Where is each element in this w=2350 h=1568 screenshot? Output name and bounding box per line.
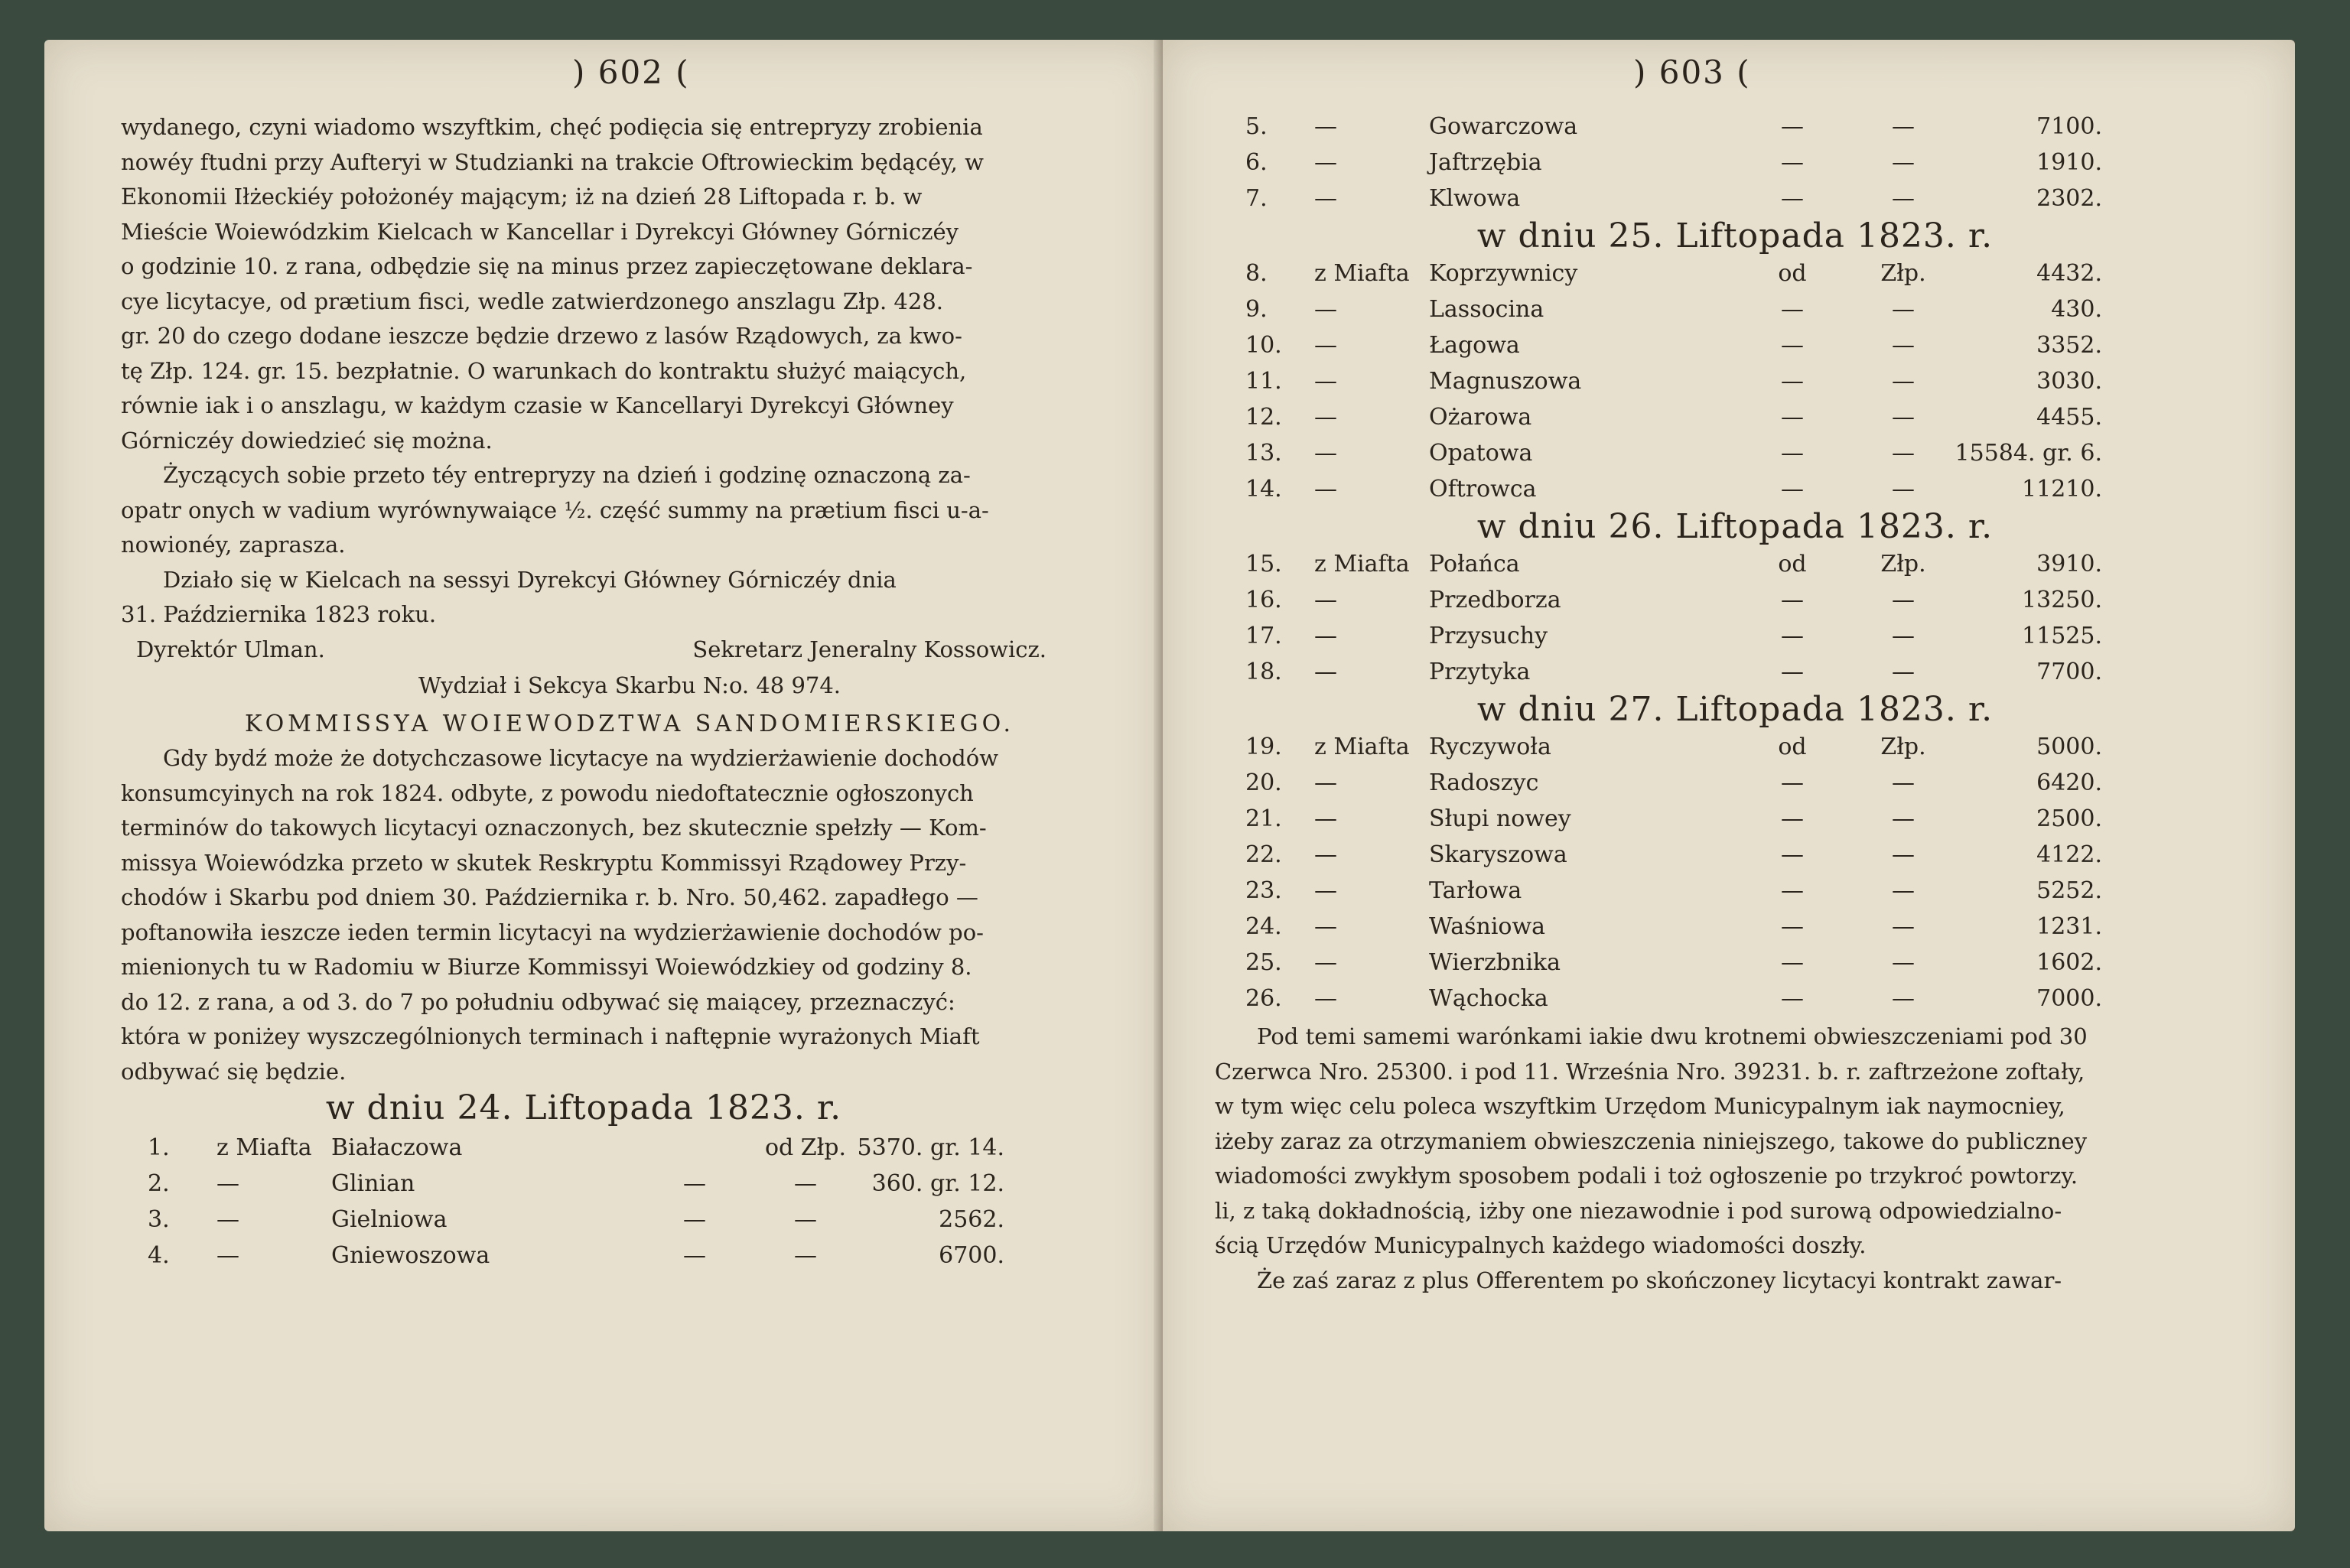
amount: 3910. — [2036, 551, 2102, 577]
row-number: 15. — [1245, 551, 1282, 577]
ditto-mark: — — [1892, 476, 1915, 503]
text-line: o godzinie 10. z rana, odbędzie się na minus przez zapieczętowane deklara- — [121, 253, 973, 279]
text-line: nowéy ftudni przy Aufteryi w Studzianki na trakcie Oftrowieckim będącéy, w — [121, 148, 984, 175]
text-line: do 12. z rana, a od 3. do 7 po południu odbywać się maiącey, przeznaczyć: — [121, 988, 955, 1015]
amount: 7100. — [2036, 113, 2102, 140]
town-prefix: — — [1314, 623, 1337, 649]
row-number: 25. — [1245, 949, 1282, 976]
table-row — [1245, 945, 2102, 981]
amount: 6420. — [2036, 769, 2102, 796]
ditto-mark: — — [1781, 623, 1804, 649]
town-name: Wąchocka — [1429, 985, 1548, 1012]
table-row — [1245, 981, 2102, 1017]
ditto-mark: — — [1781, 185, 1804, 212]
row-number: 11. — [1245, 368, 1282, 395]
text-line: Życzących sobie przeto téy entrepryzy na dzień i godzinę oznaczoną za- — [163, 462, 971, 488]
town-name: Jaftrzębia — [1429, 149, 1542, 176]
town-prefix: z Miafta — [1314, 734, 1410, 760]
town-name: Skaryszowa — [1429, 841, 1567, 868]
left-page-text — [121, 110, 1138, 1274]
date-heading-25: w dniu 25. Liftopada 1823. r. — [1476, 216, 1994, 255]
table-row — [1245, 582, 2102, 618]
ditto-mark: — — [1892, 623, 1915, 649]
town-name: Oftrowca — [1429, 476, 1537, 503]
ditto-mark: — — [1781, 769, 1804, 796]
town-name: Radoszyc — [1429, 769, 1539, 796]
text-line: Górniczéy dowiedzieć się można. — [121, 427, 493, 454]
text-line: iżeby zaraz za otrzymaniem obwieszczenia niniejszego, takowe do publiczney — [1215, 1127, 2088, 1154]
text-line: Mieście Woiewódzkim Kielcach w Kancellar i Dyrekcyi Główney Górniczéy — [121, 218, 959, 245]
town-prefix: — — [1314, 476, 1337, 503]
ditto-mark: — — [1781, 587, 1804, 613]
town-prefix: — — [1314, 587, 1337, 613]
table-row — [1245, 471, 2102, 507]
ditto-mark: od Złp. — [764, 1134, 847, 1162]
row-number: 19. — [1245, 734, 1282, 760]
amount: 430. — [2051, 296, 2102, 323]
ditto-mark: — — [1892, 769, 1915, 796]
amount: 3030. — [2036, 368, 2102, 395]
ditto-mark: — — [1892, 368, 1915, 395]
town-prefix: — — [1314, 332, 1337, 359]
ditto-mark: — — [1892, 296, 1915, 323]
town-prefix: — — [1314, 805, 1337, 832]
table-row — [1245, 291, 2102, 327]
amount: 4122. — [2036, 841, 2102, 868]
ditto-mark: — — [1892, 985, 1915, 1012]
text-line: mienionych tu w Radomiu w Biurze Kommissyi Woiewódzkiey od godziny 8. — [121, 954, 972, 980]
town-prefix: — — [1314, 769, 1337, 796]
town-prefix: — — [1314, 949, 1337, 976]
amount: 15584. gr. 6. — [1955, 440, 2102, 467]
text-line: terminów do takowych licytacyi oznaczonych, bez skutecznie spełzły — Kom- — [121, 815, 987, 841]
table-row — [148, 1166, 1004, 1202]
town-name: Waśniowa — [1429, 913, 1546, 940]
amount: 13250. — [2022, 587, 2102, 613]
text-line: Działo się w Kielcach na sessyi Dyrekcyi Główney Górniczéy dnia — [163, 566, 897, 593]
ditto-mark: — — [1781, 476, 1804, 503]
text-line: tę Złp. 124. gr. 15. bezpłatnie. O warunkach do kontraktu służyć maiących, — [121, 357, 967, 384]
text-line: cye licytacye, od prætium fisci, wedle zatwierdzonego anszlagu Złp. 428. — [121, 288, 943, 314]
text-line: odbywać się będzie. — [121, 1058, 347, 1085]
amount: 4455. — [2036, 404, 2102, 431]
right-page-content — [1215, 109, 2270, 1298]
town-prefix: — — [1314, 185, 1337, 212]
ditto-mark: — — [794, 1242, 817, 1270]
text-line: gr. 20 do czego dodane ieszcze będzie drzewo z lasów Rządowych, za kwo- — [121, 323, 962, 349]
row-number: 16. — [1245, 587, 1282, 613]
row-number: 3. — [148, 1206, 170, 1234]
page-number-right: ) 603 ( — [1633, 54, 1751, 91]
ditto-mark: — — [1892, 332, 1915, 359]
paragraph-conditions — [1215, 1020, 2270, 1264]
paragraph-session — [121, 563, 1138, 633]
amount: 2500. — [2036, 805, 2102, 832]
town-name: Tarłowa — [1429, 877, 1522, 904]
ditto-mark: — — [1781, 440, 1804, 467]
ditto-mark: — — [1781, 404, 1804, 431]
town-prefix: z Miafta — [1314, 551, 1410, 577]
amount: 1910. — [2036, 149, 2102, 176]
town-prefix: — — [1314, 877, 1337, 904]
table-row — [148, 1238, 1004, 1274]
table-row — [1245, 729, 2102, 765]
ditto-mark: — — [1892, 877, 1915, 904]
ditto-mark: — — [1781, 296, 1804, 323]
ditto-mark: — — [1892, 805, 1915, 832]
row-number: 20. — [1245, 769, 1282, 796]
town-name: Wierzbnika — [1429, 949, 1561, 976]
town-prefix: — — [1314, 368, 1337, 395]
town-prefix: — — [1314, 659, 1337, 685]
town-prefix: z Miafta — [216, 1134, 312, 1162]
row-number: 13. — [1245, 440, 1282, 467]
ditto-mark: — — [1781, 805, 1804, 832]
ditto-mark: — — [1892, 659, 1915, 685]
text-line: poftanowiła ieszcze ieden termin licytacyi na wydzierżawienie dochodów po- — [121, 919, 984, 945]
text-line: która w poniżey wyszczególnionych terminach i naftępnie wyrażonych Miaft — [121, 1023, 980, 1049]
date-heading-27: w dniu 27. Liftopada 1823. r. — [1476, 690, 1994, 729]
towns-table-continued — [1245, 109, 2102, 216]
paragraph-tender-notice — [121, 110, 1138, 458]
town-name: Gielniowa — [331, 1206, 448, 1234]
amount: 4432. — [2036, 260, 2102, 287]
amount: 360. gr. 12. — [871, 1170, 1004, 1198]
amount: 1231. — [2036, 913, 2102, 940]
ditto-mark: — — [1781, 113, 1804, 140]
ditto-mark: — — [1781, 332, 1804, 359]
amount: 6700. — [939, 1242, 1004, 1270]
text-line: chodów i Skarbu pod dniem 30. Października r. b. Nro. 50,462. zapadłego — — [121, 884, 978, 910]
amount: 11210. — [2022, 476, 2102, 503]
row-number: 18. — [1245, 659, 1282, 685]
town-prefix: — — [1314, 913, 1337, 940]
town-prefix: — — [1314, 440, 1337, 467]
town-prefix: — — [1314, 404, 1337, 431]
amount: 7000. — [2036, 985, 2102, 1012]
town-name: Ożarowa — [1429, 404, 1532, 431]
town-prefix: — — [1314, 113, 1337, 140]
text-line: missya Woiewódzka przeto w skutek Reskryptu Kommissyi Rządowey Przy- — [121, 849, 967, 876]
ditto-mark: — — [1781, 877, 1804, 904]
ditto-mark: — — [1892, 587, 1915, 613]
ditto-mark: — — [683, 1170, 706, 1198]
towns-table-26 — [1245, 546, 2102, 690]
commission-heading: KOMMISSYA WOIEWODZTWA SANDOMIERSKIEGO. — [244, 710, 1015, 737]
amount: 2562. — [939, 1206, 1004, 1234]
table-row — [1245, 181, 2102, 216]
town-name: Koprzywnicy — [1429, 260, 1578, 287]
row-number: 5. — [1245, 113, 1268, 140]
table-row — [1245, 765, 2102, 801]
table-row — [1245, 399, 2102, 435]
ditto-mark: — — [1892, 149, 1915, 176]
town-name: Klwowa — [1429, 185, 1521, 212]
ditto-mark: — — [1892, 841, 1915, 868]
date-heading-26: w dniu 26. Liftopada 1823. r. — [1476, 507, 1994, 546]
table-row — [1245, 145, 2102, 181]
table-row — [1245, 837, 2102, 873]
right-page-text — [1215, 1020, 2270, 1298]
table-row — [148, 1202, 1004, 1238]
town-prefix: — — [1314, 296, 1337, 323]
text-line: równie iak i o anszlagu, w każdym czasie w Kancellaryi Dyrekcyi Główney — [121, 392, 954, 418]
text-line: wiadomości zwykłym sposobem podali i toż ogłoszenie po trzykroć powtorzy. — [1215, 1163, 2078, 1189]
left-page — [44, 40, 1163, 1531]
amount: 1602. — [2036, 949, 2102, 976]
table-row — [148, 1130, 1004, 1166]
ditto-mark — [630, 1130, 760, 1166]
row-number: 21. — [1245, 805, 1282, 832]
text-line: Ekonomii Iłżeckiéy położonéy mającym; iż na dzień 28 Liftopada r. b. w — [121, 184, 923, 210]
ditto-mark: — — [1781, 949, 1804, 976]
ditto-mark: Złp. — [1880, 551, 1926, 577]
text-line: wydanego, czyni wiadomo wszyftkim, chęć podięcia się entrepryzy zrobienia — [121, 114, 983, 140]
town-prefix: — — [216, 1170, 239, 1198]
ditto-mark: — — [683, 1206, 706, 1234]
text-line: li, z taką dokładnością, iżby one niezawodnie i pod surową odpowiedzialno- — [1215, 1197, 2062, 1224]
date-heading-24: w dniu 24. Liftopada 1823. r. — [325, 1088, 842, 1127]
table-row — [1245, 801, 2102, 837]
ditto-mark: — — [1892, 185, 1915, 212]
town-prefix: — — [216, 1206, 239, 1234]
town-name: Gowarczowa — [1429, 113, 1578, 140]
ditto-mark: — — [1892, 440, 1915, 467]
text-line: opatr onych w vadium wyrównywaiące ½. część summy na prætium fisci u-a- — [121, 496, 989, 523]
row-number: 8. — [1245, 260, 1268, 287]
ditto-mark: od — [1778, 734, 1807, 760]
ditto-mark: od — [1778, 551, 1807, 577]
town-name: Lassocina — [1429, 296, 1544, 323]
table-row — [1245, 363, 2102, 399]
row-number: 1. — [148, 1134, 170, 1162]
ditto-mark: — — [683, 1242, 706, 1270]
ditto-mark: — — [1781, 149, 1804, 176]
ditto-mark: — — [1781, 913, 1804, 940]
town-name: Połańca — [1429, 551, 1520, 577]
paragraph-commission — [121, 741, 1138, 1089]
town-name: Opatowa — [1429, 440, 1533, 467]
towns-table-27 — [1245, 729, 2102, 1017]
town-name: Białaczowa — [331, 1134, 463, 1162]
row-number: 9. — [1245, 296, 1268, 323]
table-row — [1245, 909, 2102, 945]
town-name: Przedborza — [1429, 587, 1561, 613]
town-prefix: — — [1314, 985, 1337, 1012]
row-number: 24. — [1245, 913, 1282, 940]
town-name: Gniewoszowa — [331, 1242, 490, 1270]
town-prefix: — — [1314, 841, 1337, 868]
town-name: Słupi nowey — [1429, 805, 1571, 832]
page-number-left: ) 602 ( — [572, 54, 690, 91]
table-row — [1245, 435, 2102, 471]
amount: 7700. — [2036, 659, 2102, 685]
ditto-mark: — — [1781, 841, 1804, 868]
amount: 2302. — [2036, 185, 2102, 212]
amount: 5370. gr. 14. — [857, 1134, 1004, 1162]
text-line: Że zaś zaraz z plus Offerentem po skończoney licytacyi kontrakt zawar- — [1257, 1267, 2062, 1293]
text-line: Czerwca Nro. 25300. i pod 11. Września Nro. 39231. b. r. zaftrzeżone zoftały, — [1215, 1058, 2085, 1085]
town-name: Przytyka — [1429, 659, 1531, 685]
ditto-mark: — — [1892, 113, 1915, 140]
ditto-mark: — — [794, 1206, 817, 1234]
table-row — [1245, 109, 2102, 145]
ditto-mark: — — [1892, 949, 1915, 976]
ditto-mark: — — [1781, 368, 1804, 395]
text-line: Gdy bydź może że dotychczasowe licytacye na wydzierżawienie dochodów — [163, 745, 999, 771]
table-row — [1245, 255, 2102, 291]
ditto-mark: — — [1892, 913, 1915, 940]
amount: 5252. — [2036, 877, 2102, 904]
signature-secretary: Sekretarz Jeneralny Kossowicz. — [692, 636, 1046, 662]
amount: 5000. — [2036, 734, 2102, 760]
row-number: 23. — [1245, 877, 1282, 904]
table-row — [1245, 546, 2102, 582]
row-number: 6. — [1245, 149, 1268, 176]
signature-director: Dyrektór Ulman. — [136, 636, 325, 662]
row-number: 4. — [148, 1242, 170, 1270]
row-number: 22. — [1245, 841, 1282, 868]
towns-table-24 — [148, 1130, 1004, 1274]
ditto-mark: Złp. — [1880, 260, 1926, 287]
division-line: Wydział i Sekcya Skarbu N:o. 48 974. — [418, 672, 841, 698]
ditto-mark: od — [1778, 260, 1807, 287]
ditto-mark: — — [1781, 985, 1804, 1012]
town-prefix: z Miafta — [1314, 260, 1410, 287]
town-prefix: — — [216, 1242, 239, 1270]
row-number: 17. — [1245, 623, 1282, 649]
text-line: w tym więc celu poleca wszyftkim Urzędom Municypalnym iak naymocniey, — [1215, 1093, 2065, 1119]
town-name: Przysuchy — [1429, 623, 1548, 649]
row-number: 14. — [1245, 476, 1282, 503]
signatures — [136, 633, 1092, 668]
town-prefix: — — [1314, 149, 1337, 176]
table-row — [1245, 873, 2102, 909]
table-row — [1245, 654, 2102, 690]
amount: 3352. — [2036, 332, 2102, 359]
text-line: 31. Października 1823 roku. — [121, 601, 437, 627]
row-number: 12. — [1245, 404, 1282, 431]
row-number: 10. — [1245, 332, 1282, 359]
town-name: Łagowa — [1429, 332, 1520, 359]
table-row — [1245, 327, 2102, 363]
table-row — [1245, 618, 2102, 654]
amount: 11525. — [2022, 623, 2102, 649]
town-name: Glinian — [331, 1170, 415, 1198]
paragraph-invitation — [121, 458, 1138, 563]
right-page — [1163, 40, 2295, 1531]
town-name: Ryczywoła — [1429, 734, 1551, 760]
text-line: nowionéy, zaprasza. — [121, 532, 346, 558]
town-name: Magnuszowa — [1429, 368, 1582, 395]
text-line: konsumcyinych na rok 1824. odbyte, z powodu niedoftatecznie ogłoszonych — [121, 779, 974, 806]
ditto-mark: Złp. — [1880, 734, 1926, 760]
row-number: 7. — [1245, 185, 1268, 212]
ditto-mark: — — [794, 1170, 817, 1198]
text-line: ścią Urzędów Municypalnych każdego wiadomości doszły. — [1215, 1232, 1867, 1258]
row-number: 26. — [1245, 985, 1282, 1012]
row-number: 2. — [148, 1170, 170, 1198]
paragraph-contract — [1215, 1264, 2270, 1299]
ditto-mark: — — [1892, 404, 1915, 431]
ditto-mark: — — [1781, 659, 1804, 685]
towns-table-25 — [1245, 255, 2102, 507]
text-line: Pod temi samemi warónkami iakie dwu krotnemi obwieszczeniami pod 30 — [1257, 1023, 2088, 1049]
